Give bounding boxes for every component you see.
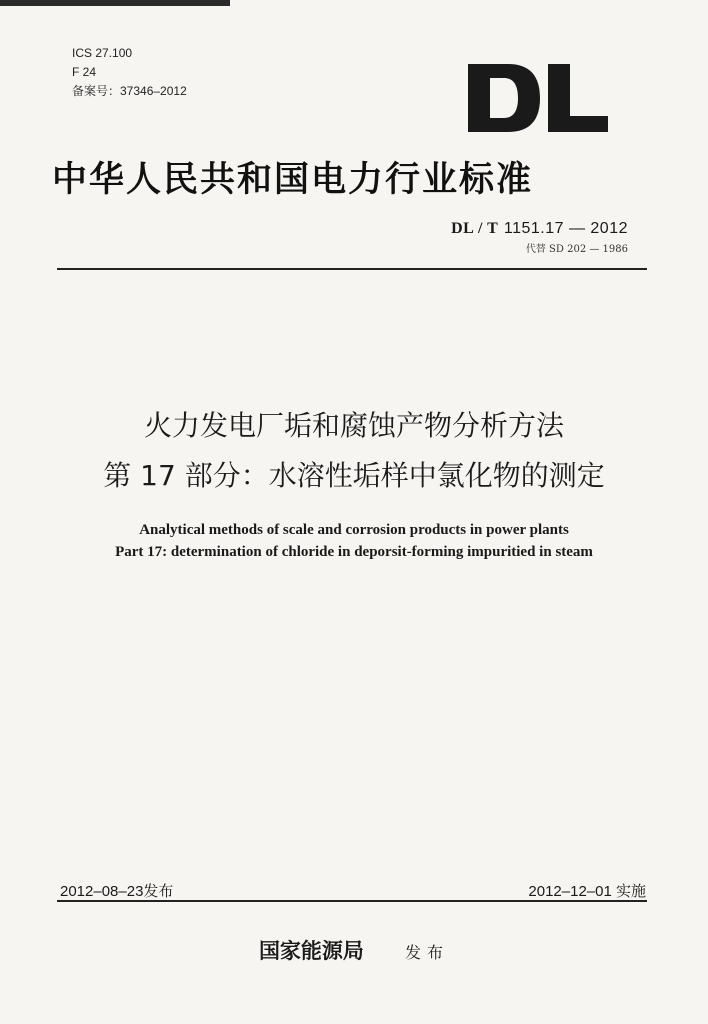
standard-number bbox=[451, 218, 628, 238]
chinese-title-line-2: 第 17 部分：水溶性垢样中氯化物的测定 bbox=[103, 459, 605, 492]
ics-code: ICS 27.100 bbox=[72, 46, 133, 60]
standard-prefix: DL / T bbox=[451, 220, 499, 237]
standard-code: 1151.17 — 2012 bbox=[503, 220, 628, 237]
english-title-line-1: Analytical methods of scale and corrosion products in power plants bbox=[139, 522, 569, 538]
footer-divider bbox=[57, 900, 647, 902]
chinese-title-line-1: 火力发电厂垢和腐蚀产物分析方法 bbox=[143, 409, 564, 442]
issuer-line bbox=[0, 935, 708, 965]
record-number: 备案号：37346–2012 bbox=[72, 84, 187, 98]
classification-block bbox=[72, 44, 187, 101]
issuer-organization: 国家能源局 bbox=[258, 938, 364, 963]
header-divider bbox=[57, 268, 647, 270]
top-edge-strip bbox=[0, 0, 230, 6]
logo-letter-l bbox=[548, 64, 608, 132]
english-title-line-2: Part 17: determination of chloride in deporsit-forming impuritied in steam bbox=[115, 544, 593, 560]
implementation-date: 2012–12–01 实施 bbox=[528, 883, 646, 900]
logo-letter-d bbox=[468, 64, 540, 132]
category-code: F 24 bbox=[72, 65, 97, 79]
standard-number-block bbox=[451, 218, 628, 255]
dl-logo bbox=[468, 64, 608, 132]
publication-date: 2012–08–23发布 bbox=[60, 883, 174, 900]
replaces-standard: 代替 SD 202 — 1986 bbox=[525, 244, 628, 255]
issuing-authority-title: 中华人民共和国电力行业标准 bbox=[52, 159, 534, 200]
issuer-action: 发布 bbox=[405, 943, 450, 962]
